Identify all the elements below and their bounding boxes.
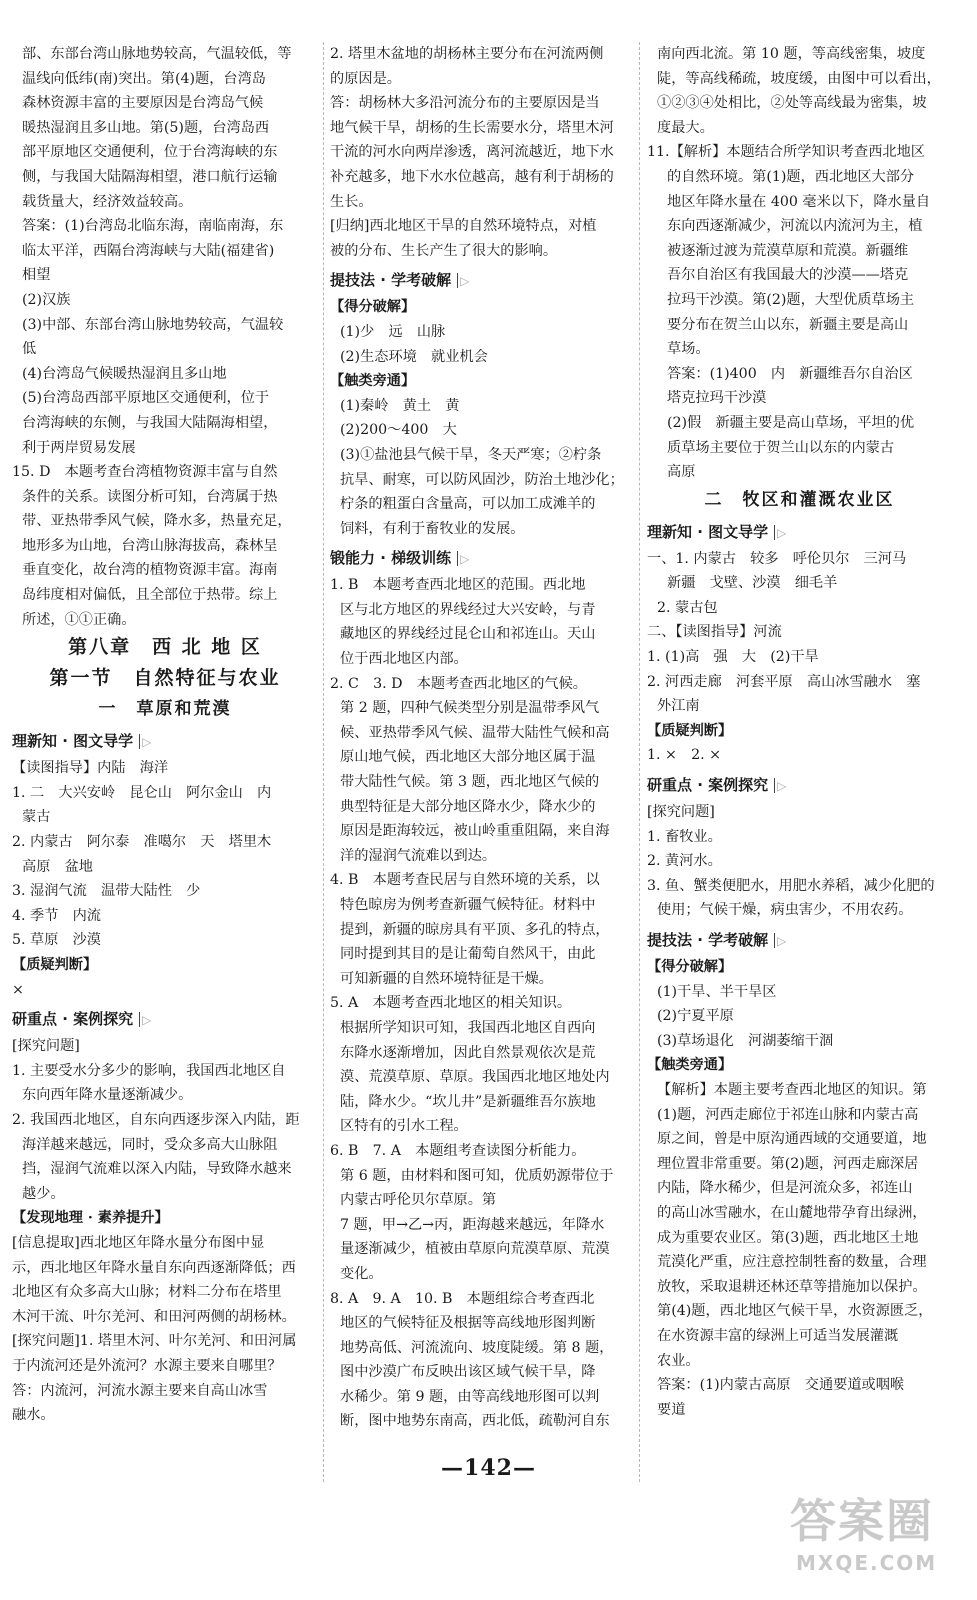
text-line: 侧，与我国大陆隔海相望，港口航行运输 — [22, 168, 278, 185]
text-line: 临太平洋，西隔台湾海峡与大陆(福建省) — [22, 242, 275, 259]
text-line: 11.【解析】本题结合所学知识考查西北地区 — [647, 144, 925, 161]
section-heading — [330, 545, 630, 571]
page-number: —142— — [441, 1455, 536, 1481]
text-line: 陡，等高线稀疏，坡度缓，由图中可以看出， — [657, 70, 941, 87]
text-line: 根据所学知识可知，我国西北地区自西向 — [340, 1019, 596, 1036]
heading-bar — [457, 551, 458, 566]
text-line: 挡，湿润气流难以深入内陆，导致降水越来 — [22, 1161, 292, 1178]
text-line: 原山地气候，西北地区大部分地区属于温 — [340, 749, 596, 766]
text-line: (2)生态环境 就业机会 — [340, 348, 488, 365]
watermark-logo: 答案圈 — [790, 1494, 934, 1548]
section-heading-label: 理新知 · 图文导学 — [647, 522, 769, 541]
text-line: 洋的湿润气流难以到达。 — [340, 847, 497, 864]
text-line: 条件的关系。读图分析可知，台湾属于热 — [22, 488, 278, 505]
text-line: 的高山冰雪融水，在山麓地带孕育出绿洲， — [657, 1204, 927, 1221]
text-line: 饲料，有利于畜牧业的发展。 — [340, 520, 525, 537]
text-line: 要道 — [657, 1401, 686, 1418]
text-line: 暖热湿润且多山地。第(5)题，台湾岛西 — [22, 119, 270, 136]
text-line: 二、【读图指导】河流 — [647, 624, 782, 641]
arrow-icon: ▷ — [777, 525, 787, 540]
text-line: 地形多为山地，台湾山脉海拔高，森林呈 — [22, 537, 278, 554]
text-line: (1)秦岭 黄土 黄 — [340, 397, 460, 414]
text-line: 融水。 — [12, 1407, 55, 1424]
text-line: 森林资源丰富的主要原因是台湾岛气候 — [22, 95, 264, 112]
text-line: [探究问题] — [647, 804, 715, 821]
text-line: 【解析】本题主要考查西北地区的知识。第 — [657, 1081, 927, 1098]
arrow-icon: ▷ — [460, 552, 470, 567]
text-line: 部平原地区交通便利，位于台湾海峡的东 — [22, 144, 278, 161]
text-line: 1. 畜牧业。 — [647, 828, 722, 845]
arrow-icon: ▷ — [142, 735, 152, 750]
text-line: 答案：(1)400 内 新疆维吾尔自治区 — [667, 365, 913, 382]
text-line: [归纳]西北地区干旱的自然环境特点，对植 — [330, 218, 597, 235]
text-line: 东向西年降水量逐渐减少。 — [22, 1087, 193, 1104]
text-line: 位于西北地区内部。 — [340, 651, 468, 668]
text-line: 变化。 — [340, 1265, 383, 1282]
text-line: (4)台湾岛气候暖热湿润且多山地 — [22, 365, 227, 382]
text-line: (3)①盐池县气候干旱，冬天严寒；②柠条 — [340, 446, 602, 463]
text-line: 利于两岸贸易发展 — [22, 439, 136, 456]
text-line: 使用；气候干燥，病虫害少，不用农药。 — [657, 902, 913, 919]
section-heading — [12, 728, 318, 754]
text-line: 【读图指导】内陆 海洋 — [12, 760, 169, 777]
column-right — [647, 42, 952, 1422]
text-line: 草场。 — [667, 341, 710, 358]
text-line: 成为重要农业区。第(3)题，西北地区土地 — [657, 1229, 919, 1246]
text-line: 【触类旁通】 — [647, 1057, 733, 1074]
text-line: 载货量大，经济效益较高。 — [22, 193, 193, 210]
column-left — [12, 42, 318, 1428]
text-line: 地气候干旱，胡杨的生长需要水分，塔里木河 — [330, 119, 614, 136]
heading-bar — [774, 525, 775, 540]
text-line: 东向西逐渐减少，河流以内流河为主，植 — [667, 218, 923, 235]
arrow-icon: ▷ — [777, 779, 787, 794]
chapter-title: 第一节 自然特征与农业 — [49, 667, 281, 690]
section-heading-label: 锻能力 · 梯级训练 — [330, 549, 452, 568]
text-line: 2. 黄河水。 — [647, 853, 722, 870]
text-line: 同时提到其目的是让葡萄自然风干，由此 — [340, 946, 596, 963]
text-line: [信息提取]西北地区年降水量分布图中显 — [12, 1234, 265, 1251]
text-line: 东降水逐渐增加，因此自然景观依次是荒 — [340, 1044, 596, 1061]
text-line: 答：胡杨林大多沿河流分布的主要原因是当 — [330, 95, 600, 112]
text-line: 带、亚热带季风气候，降水多，热量充足， — [22, 513, 292, 530]
text-line: 【触类旁通】 — [330, 373, 416, 390]
text-line: 理位置非常重要。第(2)题，河西走廊深居 — [657, 1155, 919, 1172]
text-line: 示，西北地区年降水量自东向西逐渐降低；西 — [12, 1259, 296, 1276]
text-line: 答案：(1)台湾岛北临东海，南临南海，东 — [22, 218, 284, 235]
text-line: 地区年降水量在 400 毫米以下，降水量自 — [667, 193, 931, 210]
text-line: 1. 二 大兴安岭 昆仑山 阿尔金山 内 — [12, 784, 272, 801]
text-line: 4. B 本题考查民居与自然环境的关系，以 — [330, 872, 600, 889]
heading-bar — [774, 778, 775, 793]
text-line: 温线向低纬(南)突出。第(4)题，台湾岛 — [22, 70, 266, 87]
text-line: (1)干旱、半干旱区 — [657, 983, 777, 1000]
text-line: 低 — [22, 341, 37, 358]
text-line: 被的分布、生长产生了很大的影响。 — [330, 242, 558, 259]
text-line: 量逐渐减少，植被由草原向荒漠草原、荒漠 — [340, 1241, 610, 1258]
text-line: 一、1. 内蒙古 较多 呼伦贝尔 三河马 — [647, 550, 907, 567]
text-line: 北地区有众多高大山脉；材料二分布在塔里 — [12, 1284, 282, 1301]
text-line: 生长。 — [330, 193, 373, 210]
heading-bar — [139, 1012, 140, 1027]
section-heading — [647, 519, 952, 545]
text-line: 8. A 9. A 10. B 本题组综合考查西北 — [330, 1290, 595, 1307]
text-line: 高原 — [667, 464, 696, 481]
text-line: 相望 — [22, 267, 51, 284]
text-line: 藏地区的界线经过昆仑山和祁连山。天山 — [340, 626, 596, 643]
section-heading-label: 提技法 · 学考破解 — [330, 271, 452, 290]
text-line: 新疆 戈壁、沙漠 细毛羊 — [667, 575, 838, 592]
text-line: 要分布在贺兰山以东，新疆主要是高山 — [667, 316, 909, 333]
text-line: 吾尔自治区有我国最大的沙漠——塔克 — [667, 267, 909, 284]
section-heading-label: 研重点 · 案例探究 — [12, 1010, 134, 1029]
text-line: 度最大。 — [657, 119, 714, 136]
text-line: 的自然环境。第(1)题，西北地区大部分 — [667, 168, 915, 185]
text-line: 于内流河还是外流河？水源主要来自哪里？ — [12, 1357, 282, 1374]
text-line: 4. 季节 内流 — [12, 907, 101, 924]
text-line: 被逐渐过渡为荒漠草原和荒漠。新疆维 — [667, 242, 909, 259]
text-line: (2)200～400 大 — [340, 422, 457, 439]
text-line: 3. 湿润气流 温带大陆性 少 — [12, 883, 201, 900]
heading-bar — [774, 933, 775, 948]
text-line: 15. D 本题考查台湾植物资源丰富与自然 — [12, 464, 278, 481]
text-line: 水稀少。第 9 题，由等高线地形图可以判 — [340, 1388, 600, 1405]
section-heading — [647, 927, 952, 953]
chapter-title: 第八章 西 北 地 区 — [68, 636, 262, 659]
text-line: 2. 内蒙古 阿尔泰 准噶尔 天 塔里木 — [12, 834, 272, 851]
text-line: 内陆，降水稀少，但是河流众多，祁连山 — [657, 1180, 913, 1197]
text-line: 原因是距海较远，被山岭重重阻隔，来自海 — [340, 823, 610, 840]
text-line: 荒漠化严重，应注意控制牲畜的数量，合理 — [657, 1254, 927, 1271]
arrow-icon: ▷ — [777, 934, 787, 948]
watermark-url: MXQE.COM — [796, 1551, 938, 1575]
text-line: 越少。 — [22, 1185, 65, 1202]
text-line: (1)题，河西走廊位于祁连山脉和内蒙古高 — [657, 1106, 919, 1123]
text-line: 漠、荒漠草原、草原。我国西北地区地处内 — [340, 1069, 610, 1086]
text-line: 所述，①①正确。 — [22, 611, 136, 628]
text-line: 地势高低、河流流向、坡度陡缓。第 8 题， — [340, 1339, 614, 1356]
text-line: 干流的河水向两岸渗透，离河流越近，地下水 — [330, 144, 614, 161]
arrow-icon: ▷ — [142, 1013, 152, 1028]
text-line: 抗旱、耐寒，可以防风固沙，防治土地沙化； — [340, 471, 624, 488]
text-line: 第 2 题，四种气候类型分别是温带季风气 — [340, 700, 600, 717]
text-line: 断，图中地势东南高，西北低，疏勒河自东 — [340, 1413, 610, 1430]
text-line: 拉玛干沙漠。第(2)题，大型优质草场主 — [667, 291, 915, 308]
column-middle — [330, 42, 630, 1434]
text-line: 1. × 2. × — [647, 747, 722, 764]
text-line: 补充越多，地下水水位越高，越有利于胡杨的 — [330, 168, 614, 185]
subsection-title: 二 牧区和灌溉农业区 — [704, 489, 895, 510]
text-line: 6. B 7. A 本题组考查读图分析能力。 — [330, 1142, 586, 1159]
text-line: 海洋越来越远，同时，受众多高大山脉阻 — [22, 1136, 278, 1153]
text-line: 典型特征是大部分地区降水少，降水少的 — [340, 798, 596, 815]
text-line: 【得分破解】 — [647, 959, 733, 975]
section-heading — [12, 1006, 318, 1032]
text-line: 台湾海峡的东侧，与我国大陆隔海相望， — [22, 414, 278, 431]
text-line: 农业。 — [657, 1352, 700, 1369]
text-line: 陆，降水少。“坎儿井”是新疆维吾尔族地 — [340, 1093, 596, 1110]
text-line: 柠条的粗蛋白含量高，可以加工成滩羊的 — [340, 496, 596, 513]
text-line: 【质疑判断】 — [12, 957, 98, 973]
section-heading — [647, 772, 952, 798]
text-line: (2)假 新疆主要是高山草场，平坦的优 — [667, 414, 915, 431]
text-line: 特色晾房为例考查新疆气候特征。材料中 — [340, 897, 596, 913]
text-line: 5. 草原 沙漠 — [12, 932, 101, 949]
section-heading — [330, 267, 630, 293]
text-line: 7 题，甲→乙→丙，距海越来越远，年降水 — [340, 1216, 605, 1233]
text-line: 第(4)题，西北地区气候干旱，水资源匮乏， — [657, 1303, 933, 1320]
text-line: 【质疑判断】 — [647, 722, 733, 739]
text-line: 地区的气候特征及根据等高线地形图判断 — [340, 1315, 596, 1332]
text-line: 放牧，采取退耕还林还草等措施加以保护。 — [657, 1278, 927, 1295]
text-line: 高原 盆地 — [22, 858, 93, 875]
watermark — [790, 1492, 965, 1592]
text-line: 2. 塔里木盆地的胡杨林主要分布在河流两侧 — [330, 46, 604, 62]
subsection-title: 一 草原和荒漠 — [98, 699, 232, 720]
arrow-icon: ▷ — [460, 274, 470, 289]
text-line: (3)中部、东部台湾山脉地势较高，气温较 — [22, 316, 284, 333]
section-heading-label: 研重点 · 案例探究 — [647, 776, 769, 795]
text-line: 蒙古 — [22, 809, 51, 826]
text-line: 区特有的引水工程。 — [340, 1118, 468, 1135]
section-heading-label: 提技法 · 学考破解 — [647, 931, 769, 949]
text-line: 答案：(1)内蒙古高原 交通要道或咽喉 — [657, 1377, 905, 1394]
text-line: × — [12, 981, 24, 998]
text-line: 木河干流、叶尔羌河、和田河两侧的胡杨林。 — [12, 1308, 296, 1325]
text-line: 第 6 题，由材料和图可知，优质奶源带位于 — [340, 1167, 614, 1184]
text-line: (2)汉族 — [22, 291, 71, 308]
text-line: 2. 我国西北地区，自东向西逐步深入内陆，距 — [12, 1111, 300, 1128]
text-line: 在水资源丰富的绿洲上可适当发展灌溉 — [657, 1327, 899, 1344]
text-line: 2. C 3. D 本题考查西北地区的气候。 — [330, 675, 587, 692]
text-line: ①②③④处相比，②处等高线最为密集，坡 — [657, 95, 927, 112]
text-line: 3. 鱼、蟹类便肥水，用肥水养稻，减少化肥的 — [647, 877, 935, 894]
text-line: 图中沙漠广布反映出该区域气候干旱，降 — [340, 1364, 596, 1381]
text-line: 带大陆性气候。第 3 题，西北地区气候的 — [340, 774, 600, 791]
text-line: [探究问题] — [12, 1038, 80, 1055]
text-line: 【得分破解】 — [330, 299, 416, 316]
text-line: 【发现地理 · 素养提升】 — [12, 1210, 169, 1227]
text-line: 候、亚热带季风气候、温带大陆性气候和高 — [340, 724, 610, 741]
text-line: 1. (1)高 强 大 (2)干旱 — [647, 649, 819, 666]
column-divider — [639, 42, 640, 1482]
text-line: 可知新疆的自然环境特征是干燥。 — [340, 970, 553, 987]
text-line: 5. A 本题考查西北地区的相关知识。 — [330, 995, 572, 1012]
text-line: (3)草场退化 河湖萎缩干涸 — [657, 1032, 834, 1049]
heading-bar — [457, 273, 458, 288]
text-line: 部、东部台湾山脉地势较高，气温较低，等 — [22, 46, 292, 62]
text-line: (1)少 远 山脉 — [340, 323, 446, 340]
text-line: 1. 主要受水分多少的影响，我国西北地区自 — [12, 1062, 286, 1079]
text-line: 原之间，曾是中原沟通西域的交通要道，地 — [657, 1131, 927, 1148]
text-line: 答：内流河，河流水源主要来自高山冰雪 — [12, 1382, 268, 1399]
text-line: 质草场主要位于贺兰山以东的内蒙古 — [667, 439, 895, 456]
text-line: 2. 河西走廊 河套平原 高山冰雪融水 塞 — [647, 673, 921, 690]
text-line: 提到，新疆的晾房具有平顶、多孔的特点， — [340, 921, 610, 938]
text-line: (5)台湾岛西部平原地区交通便利，位于 — [22, 390, 270, 407]
text-line: 垂直变化，故台湾的植物资源丰富。海南 — [22, 562, 278, 579]
text-line: 岛纬度相对偏低，且全部位于热带。综上 — [22, 587, 278, 604]
text-line: 2. 蒙古包 — [657, 599, 718, 616]
text-line: 1. B 本题考查西北地区的范围。西北地 — [330, 577, 586, 594]
column-divider — [323, 42, 324, 1482]
text-line: [探究问题]1. 塔里木河、叶尔羌河、和田河属 — [12, 1333, 297, 1350]
text-line: 外江南 — [657, 698, 700, 715]
text-line: 的原因是。 — [330, 70, 401, 87]
section-heading-label: 理新知 · 图文导学 — [12, 732, 134, 751]
text-line: (2)宁夏平原 — [657, 1008, 734, 1025]
text-line: 南向西北流。第 10 题，等高线密集，坡度 — [657, 46, 926, 62]
text-line: 区与北方地区的界线经过大兴安岭，与青 — [340, 601, 596, 618]
text-line: 内蒙古呼伦贝尔草原。第 — [340, 1192, 497, 1209]
text-line: 塔克拉玛干沙漠 — [667, 390, 767, 407]
heading-bar — [139, 734, 140, 749]
